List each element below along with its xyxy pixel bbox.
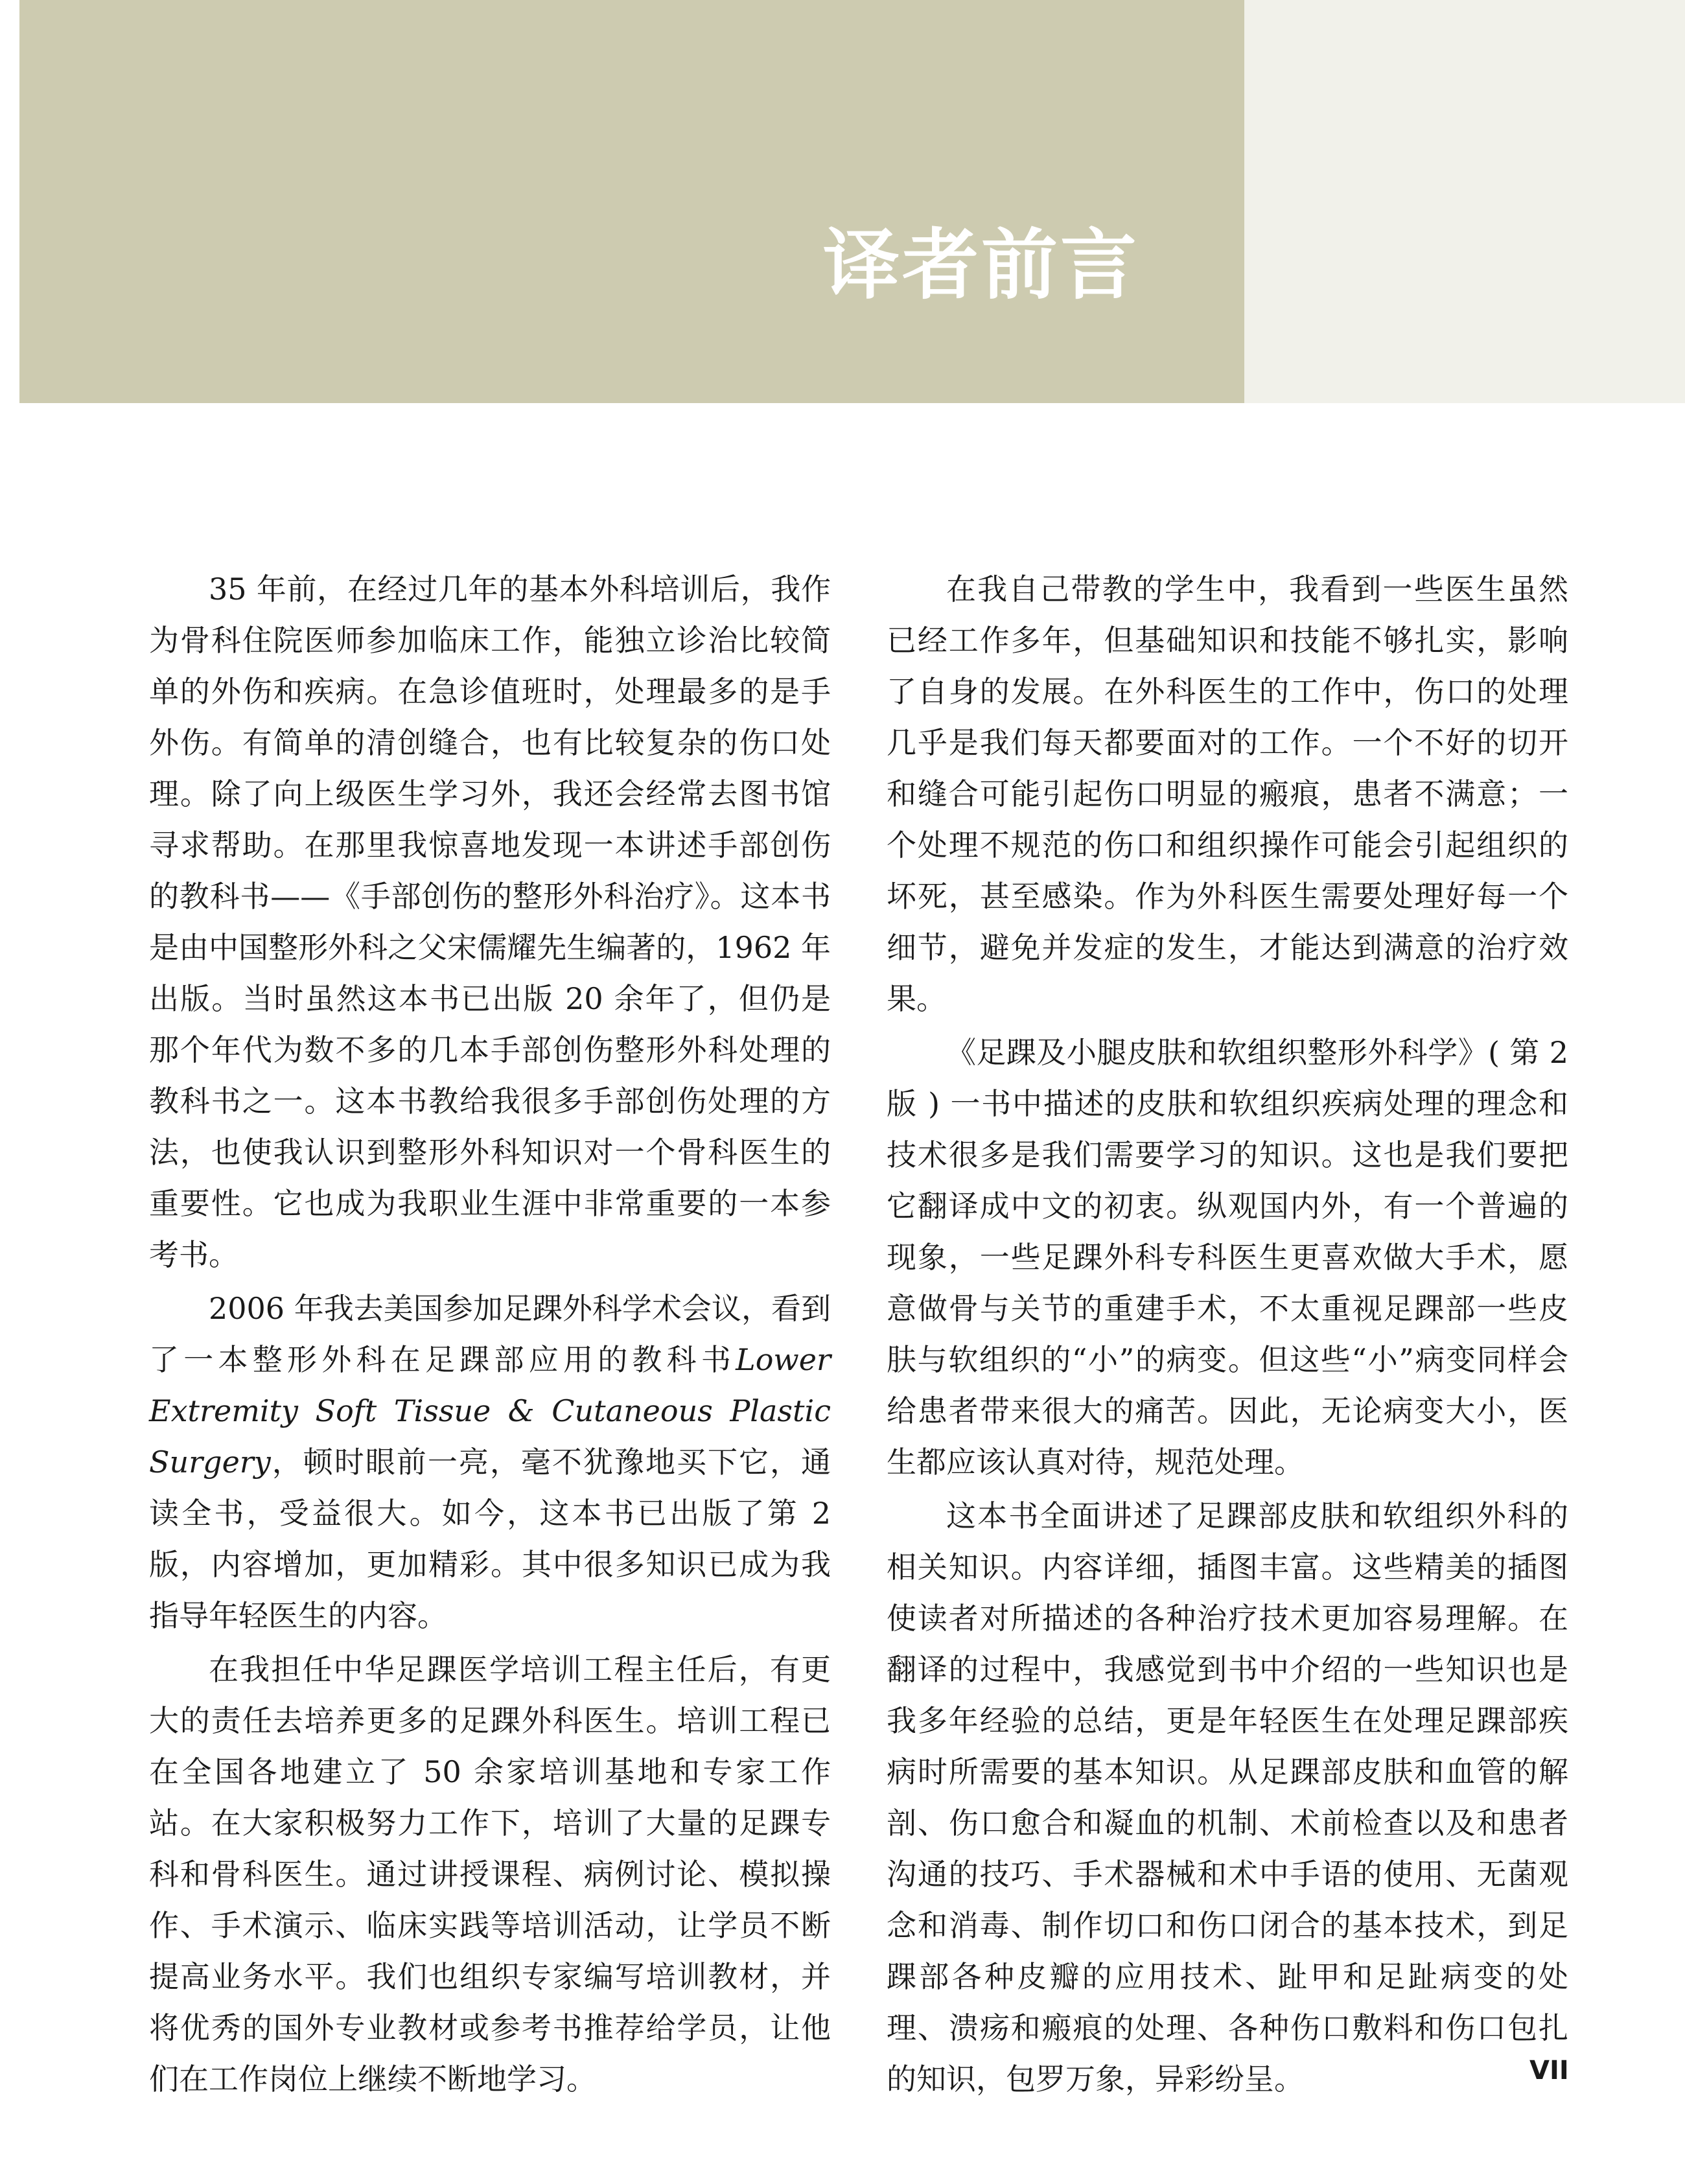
right-paragraph-2: 《足踝及小腿皮肤和软组织整形外科学》( 第 2 版 ) 一书中描述的皮肤和软组织疾病处理的理念和技术很多是我们需要学习的知识。这也是我们要把它翻译成中文的初衷。纵观国内外，有一个普遍的现象，一些足踝外科专科医生更喜欢做大手术，愿意做骨与关节的重建手术，不太重视足踝部一些皮肤与软组织的“小”的病变。但这些“小”病变同样会给患者带来很大的痛苦。因此，无论病变大小，医生都应该认真对待，规范处理。: [887, 1035, 1568, 1480]
left-paragraph-2-after: ，顿时眼前一亮，毫不犹豫地买下它，通读全书，受益很大。如今，这本书已出版了第 2 版，内容增加，更加精彩。其中很多知识已成为我指导年轻医生的内容。: [149, 1445, 831, 1633]
right-paragraph-3: 这本书全面讲述了足踝部皮肤和软组织外科的相关知识。内容详细，插图丰富。这些精美的插图使读者对所描述的各种治疗技术更加容易理解。在翻译的过程中，我感觉到书中介绍的一些知识也是我多年经验的总结，更是年轻医生在处理足踝部疾病时所需要的基本知识。从足踝部皮肤和血管的解剖、伤口愈合和凝血的机制、术前检查以及和患者沟通的技巧、手术器械和术中手语的使用、无菌观念和消毒、制作切口和伤口闭合的基本技术，到足踝部各种皮瓣的应用技术、趾甲和足趾病变的处理、溃疡和瘢痕的处理、各种伤口敷料和伤口包扎的知识，包罗万象，异彩纷呈。: [887, 1498, 1568, 2097]
left-paragraph-2-before: 2006 年我去美国参加足踝外科学术会议，看到了一本整形外科在足踝部应用的教科书: [149, 1291, 831, 1377]
left-paragraph-3: 在我担任中华足踝医学培训工程主任后，有更大的责任去培养更多的足踝外科医生。培训工程已在全国各地建立了 50 余家培训基地和专家工作站。在大家积极努力工作下，培训了大量的足踝专科和骨科医生。通过讲授课程、病例讨论、模拟操作、手术演示、临床实践等培训活动，让学员不断提高业务水平。我们也组织专家编写培训教材，并将优秀的国外专业教材或参考书推荐给学员，让他们在工作岗位上继续不断地学习。: [149, 1652, 831, 2097]
page-title: 译者前言: [823, 220, 1140, 310]
right-column: [887, 564, 1568, 2105]
page-number: VII: [1529, 2056, 1569, 2085]
left-paragraph-1: 35 年前，在经过几年的基本外科培训后，我作为骨科住院医师参加临床工作，能独立诊治比较简单的外伤和疾病。在急诊值班时，处理最多的是手外伤。有简单的清创缝合，也有比较复杂的伤口处理。除了向上级医生学习外，我还会经常去图书馆寻求帮助。在那里我惊喜地发现一本讲述手部创伤的教科书——《手部创伤的整形外科治疗》。这本书是由中国整形外科之父宋儒耀先生编著的，1962 年出版。当时虽然这本书已出版 20 余年了，但仍是那个年代为数不多的几本手部创伤整形外科处理的教科书之一。这本书教给我很多手部创伤处理的方法，也使我认识到整形外科知识对一个骨科医生的重要性。它也成为我职业生涯中非常重要的一本参考书。: [149, 572, 831, 1272]
header-band: [19, 0, 1244, 403]
right-paragraph-1: 在我自己带教的学生中，我看到一些医生虽然已经工作多年，但基础知识和技能不够扎实，影响了自身的发展。在外科医生的工作中，伤口的处理几乎是我们每天都要面对的工作。一个不好的切开和缝合可能引起伤口明显的瘢痕，患者不满意；一个处理不规范的伤口和组织操作可能会引起组织的坏死，甚至感染。作为外科医生需要处理好每一个细节，避免并发症的发生，才能达到满意的治疗效果。: [887, 572, 1568, 1016]
header-side-band: [1244, 0, 1685, 403]
left-column: [149, 564, 831, 2105]
left-paragraph-2: [149, 1283, 831, 1642]
book-title-english: Lower Extremity Soft Tissue & Cutaneous Plastic Surgery: [149, 1342, 831, 1480]
